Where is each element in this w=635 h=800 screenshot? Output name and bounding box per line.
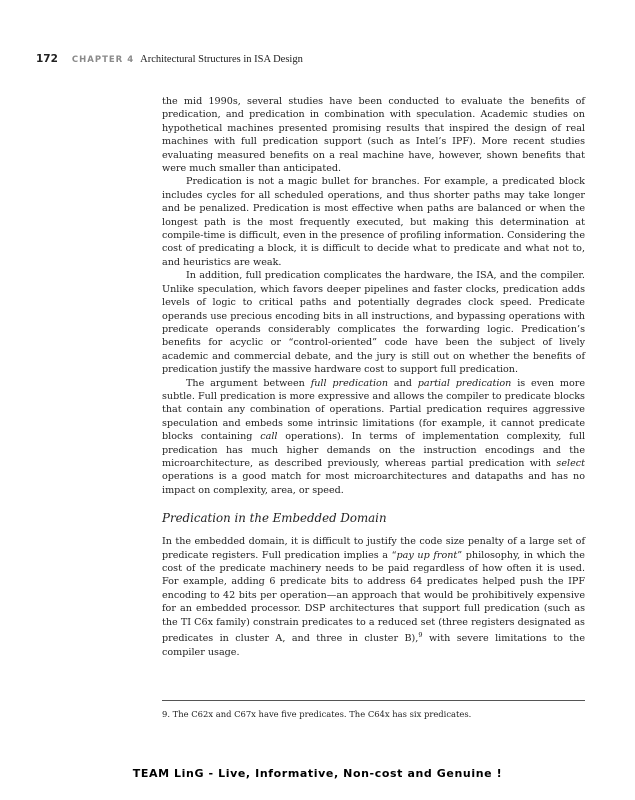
emph-full-predication: full predication (310, 377, 388, 389)
footnote-divider (162, 700, 585, 701)
emph-partial-predication: partial predication (417, 377, 512, 389)
paragraph-2: Predication is not a magic bullet for branches. For example, a predicated block includes cycles for all scheduled operations, and thus shorter paths may take longer and be penalized. Predication is most effective when paths are balanced or when the longest path is the most frequently executed, but making this determination at compile-time is difficult, even in the presence of profiling information. Considering the cost of predicating a block, it is difficult to decide what to predicate and what not to, and heuristics are weak. (162, 176, 585, 268)
page-number: 172 (36, 53, 58, 65)
paragraph-1: the mid 1990s, several studies have been conducted to evaluate the benefits of predication, and predication in combination with speculation. Academic studies on hypothetical machines presented promising results that inspired the design of real machines with full predication support (such as Intel’s IPF). More recent studies evaluating measured benefits on a real machine have, however, shown benefits that were much smaller than anticipated. (162, 96, 585, 175)
main-text (162, 95, 585, 659)
watermark-banner: TEAM LinG - Live, Informative, Non-cost and Genuine ! (132, 767, 503, 780)
section-heading: Predication in the Embedded Domain (162, 511, 387, 526)
paragraph-4: The argument between full predication and partial predication is even more subtle. Full predication is more expressive and allows the compiler to predicate blocks that contain any combination of operations. Partial predication requires aggressive speculation and embeds some intrinsic limitations (for example, it cannot predicate blocks containing call operations). In terms of implementation complexity, full predication has much higher demands on the instruction encodings and the microarchitecture, as described previously, whereas partial predication with select operations is a good match for most microarchitectures and datapaths and has no impact on complexity, area, or speed. (162, 377, 586, 496)
footnote-ref: 9 (418, 631, 423, 640)
chapter-title: Architectural Structures in ISA Design (140, 54, 303, 65)
footnote: 9. The C62x and C67x have five predicates. The C64x has six predicates. (162, 709, 472, 719)
emph-call: call (260, 431, 278, 443)
emph-pay-up-front: pay up front (396, 549, 458, 561)
paragraph-3: In addition, full predication complicates the hardware, the ISA, and the compiler. Unlike speculation, which favors deeper pipelines and faster clocks, predication adds levels of logic to critical paths and potentially degrades clock speed. Predicate operands use precious encoding bits in all instructions, and bypassing operations with predicate operands considerably complicates the forwarding logic. Predication’s benefits for acyclic or “control-oriented” code have been the subject of lively academic and commercial debate, and the jury is still out on whether the benefits of predication justify the massive hardware cost to support full predication. (162, 270, 585, 376)
emph-select: select (556, 457, 585, 469)
running-header (36, 52, 596, 67)
paragraph-5: In the embedded domain, it is difficult to justify the code size penalty of a large set of predicate registers. Full predication implies a “pay up front” philosophy, in which the cost of the predicate machinery needs to be paid regardless of how often it is used. For example, adding 6 predicate bits to address 64 predicates helped push the IPF encoding to 42 bits per operation—an approach that would be prohibitively expensive for an embedded processor. DSP architectures that support full predication (such as the TI C6x family) constrain predicates to a reduced set (three registers designated as predicates in cluster A, and three in cluster B),$^9$ with severe limitations to the compiler usage. (162, 536, 586, 658)
chapter-label: CHAPTER 4 (71, 55, 135, 65)
